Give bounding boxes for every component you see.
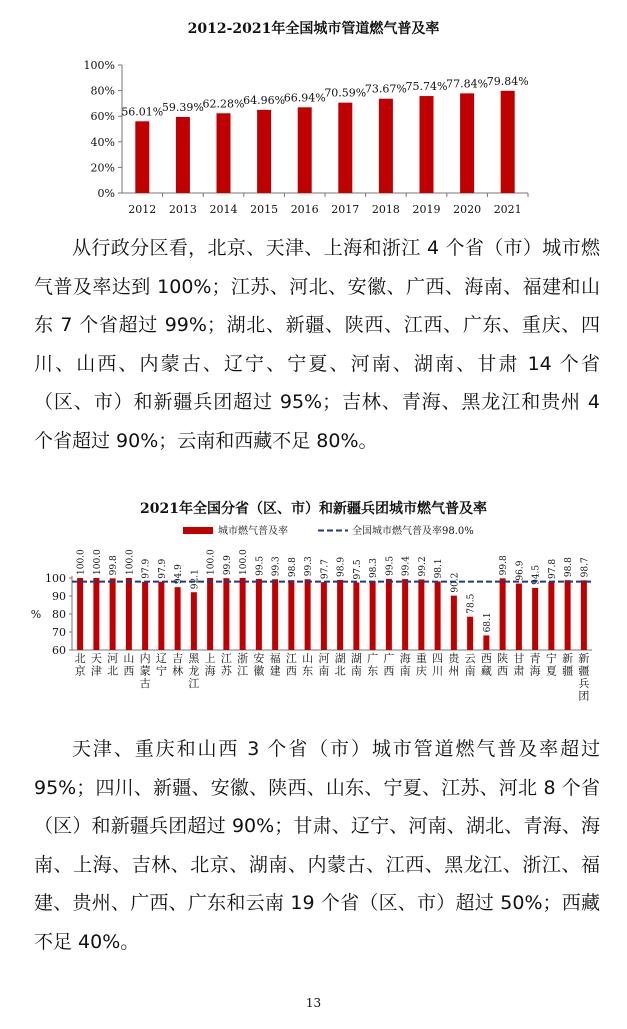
chart2-bar	[158, 582, 164, 650]
chart2-x-tick-label: 江西	[285, 652, 297, 678]
page-number: 13	[305, 996, 322, 1010]
chart2-bar	[191, 592, 197, 650]
chart2-bar	[418, 579, 424, 650]
chart1-bar	[501, 91, 515, 193]
chart2-bar	[321, 582, 327, 650]
chart2-legend-line-label: 全国城市燃气普及率98.0%	[352, 526, 474, 537]
chart1-x-tick-label: 2017	[331, 203, 360, 216]
chart2-bar	[548, 582, 554, 650]
chart2-data-label: 94.9	[174, 564, 185, 585]
chart2-data-label: 99.9	[222, 555, 233, 576]
chart2-bar	[581, 580, 587, 650]
chart1-y-tick-label: 40%	[90, 135, 115, 149]
chart2-bar	[240, 578, 246, 650]
chart2-x-tick-label: 吉林	[172, 652, 184, 678]
chart2-x-tick-label: 青海	[529, 652, 541, 678]
chart2-x-tick-label: 贵州	[448, 652, 460, 678]
chart2-x-tick-label: 湖北	[334, 652, 346, 678]
chart1-bar	[460, 93, 474, 193]
chart2-data-label: 98.7	[580, 557, 591, 578]
paragraph-2: 天津、重庆和山西 3 个省（市）城市管道燃气普及率超过 95%；四川、新疆、安徽、陕西、山东、宁夏、江苏、河北 8 个省（区）和新疆兵团超过 90%；甘肃、辽宁、河南、湖北、青海、海南、上海、吉林、北京、湖南、内蒙古、江西、黑龙江、浙江、福建、贵州、广西、广东和云南 19 个省（区、市）超过 50%；西藏不足 40%。	[34, 738, 600, 953]
chart2-legend-bar-label: 城市燃气普及率	[218, 526, 288, 537]
chart1-plot	[0, 50, 627, 220]
chart2-x-tick-label: 云南	[464, 652, 476, 678]
chart2-data-label: 98.9	[336, 556, 347, 577]
chart2-y-tick-label: 70	[52, 626, 66, 639]
chart2-data-label: 97.7	[320, 559, 331, 580]
chart2-x-tick-label: 山东	[302, 652, 314, 678]
chart2-x-tick-label: 上海	[204, 652, 216, 678]
chart2-x-tick-label: 浙江	[237, 652, 249, 678]
chart2-bar	[500, 578, 506, 650]
chart1-data-label: 79.84%	[486, 74, 529, 88]
chart2-data-label: 94.5	[531, 564, 542, 585]
chart2-bar	[353, 583, 359, 651]
chart2-legend-bar-swatch	[183, 527, 213, 534]
chart1-x-tick-label: 2014	[209, 203, 238, 216]
chart2-data-label: 99.2	[417, 556, 428, 577]
chart2-bar	[516, 584, 522, 650]
chart1-bar	[420, 96, 434, 193]
chart2-bar	[207, 578, 213, 650]
chart2-x-tick-label: 辽宁	[155, 652, 167, 678]
chart2-bar	[402, 579, 408, 650]
chart2-y-tick-label: 80	[52, 608, 66, 621]
chart2-x-tick-label: 重庆	[415, 652, 427, 678]
chart1-y-tick-label: 100%	[83, 59, 115, 72]
chart1-bar	[135, 121, 149, 193]
chart2-data-label: 96.9	[515, 560, 526, 581]
chart1-x-tick-label: 2012	[128, 203, 157, 216]
chart2-x-tick-label: 河北	[107, 652, 119, 678]
chart1-y-tick-label: 0%	[97, 187, 115, 200]
chart2-y-axis-label: %	[30, 608, 42, 621]
chart2-data-label: 98.8	[287, 557, 298, 578]
chart1-data-label: 66.94%	[283, 91, 326, 105]
chart1-data-label: 75.74%	[405, 80, 448, 94]
chart1-y-tick-label: 60%	[90, 110, 115, 124]
chart2-y-tick-label: 60	[52, 644, 66, 657]
chart2-data-label: 99.5	[385, 555, 396, 576]
chart2-data-label: 97.9	[141, 558, 152, 579]
chart2-x-tick-label: 安徽	[253, 652, 265, 678]
chart2-y-tick-label: 90	[52, 590, 66, 603]
chart2-data-label: 90.2	[450, 572, 461, 593]
chart2-data-label: 78.5	[466, 593, 477, 614]
chart2-x-tick-label: 陕西	[497, 652, 509, 678]
chart1-x-tick-label: 2021	[493, 203, 522, 216]
chart2-data-label: 100.0	[206, 549, 217, 575]
chart2-bar	[93, 578, 99, 650]
chart2-title: 2021年全国分省（区、市）和新疆兵团城市燃气普及率	[140, 501, 487, 517]
chart2-bar	[532, 588, 538, 650]
chart1-bar	[257, 110, 271, 193]
chart2-x-tick-label: 新疆	[562, 652, 574, 678]
chart1-data-label: 77.84%	[446, 77, 489, 91]
chart1-data-label: 64.96%	[243, 93, 286, 107]
chart2-x-tick-label: 内蒙古	[139, 652, 151, 690]
chart2-x-tick-label: 宁夏	[545, 652, 557, 678]
chart2-bar	[288, 580, 294, 650]
chart2-data-label: 98.1	[434, 558, 445, 579]
chart2-bar	[386, 579, 392, 650]
chart2-data-label: 99.8	[109, 555, 120, 576]
chart1-data-label: 59.39%	[161, 100, 204, 114]
chart2-bar	[305, 579, 311, 650]
chart1-y-tick-label: 80%	[90, 84, 115, 98]
chart2-bar	[337, 580, 343, 650]
chart2-bar	[223, 578, 229, 650]
chart2-x-tick-label: 河南	[318, 652, 330, 678]
chart2-x-tick-label: 山西	[123, 652, 135, 678]
chart2-x-tick-label: 新疆兵团	[578, 652, 590, 703]
chart1-x-tick-label: 2018	[371, 203, 400, 216]
chart2-data-label: 100.0	[125, 549, 136, 575]
chart1-x-tick-label: 2020	[453, 203, 482, 216]
chart1-data-label: 62.28%	[202, 97, 245, 111]
chart2-y-tick-label: 100	[45, 572, 66, 585]
chart2-data-label: 98.8	[564, 557, 575, 578]
chart2-bar	[370, 581, 376, 650]
chart1-x-tick-label: 2015	[250, 203, 279, 216]
chart1-y-tick-label: 20%	[90, 161, 115, 175]
chart2-data-label: 99.4	[401, 556, 412, 577]
chart1-data-label: 56.01%	[121, 105, 164, 119]
chart2-data-label: 92.1	[190, 569, 201, 590]
chart2-bar	[256, 579, 262, 650]
chart2-data-label: 100.0	[239, 549, 250, 575]
chart2-x-tick-label: 福建	[269, 652, 281, 678]
chart2-data-label: 99.3	[271, 556, 282, 577]
chart2-x-tick-label: 四川	[432, 652, 444, 678]
chart2-x-tick-label: 湖南	[350, 652, 362, 678]
chart2-x-tick-label: 广东	[367, 652, 379, 678]
chart2-x-tick-label: 江苏	[220, 652, 232, 678]
chart2-data-label: 99.8	[499, 555, 510, 576]
chart1-x-tick-label: 2013	[168, 203, 197, 216]
chart2-legend	[183, 524, 474, 537]
chart1-bar	[298, 107, 312, 193]
chart1-bar	[176, 117, 190, 193]
chart2-bar	[435, 581, 441, 650]
chart2-x-tick-label: 海南	[399, 652, 411, 678]
chart2-bar	[126, 578, 132, 650]
chart2-bar	[175, 587, 181, 650]
chart2-data-label: 99.3	[304, 556, 315, 577]
chart1-x-tick-label: 2016	[290, 203, 319, 216]
chart1-data-label: 73.67%	[364, 82, 407, 96]
chart2-data-label: 99.5	[255, 555, 266, 576]
chart2-data-label: 68.1	[482, 612, 493, 633]
chart2-x-tick-label: 北京	[74, 652, 86, 678]
chart2-x-tick-label: 西藏	[480, 652, 492, 678]
chart1-x-tick-label: 2019	[412, 203, 441, 216]
chart1-data-label: 70.59%	[324, 86, 367, 100]
chart2-data-label: 97.8	[547, 558, 558, 579]
chart2-data-label: 98.3	[369, 558, 380, 579]
chart2-data-label: 97.9	[157, 558, 168, 579]
chart2-data-label: 100.0	[76, 549, 87, 575]
paragraph-1: 从行政分区看，北京、天津、上海和浙江 4 个省（市）城市燃气普及率达到 100%；江苏、河北、安徽、广西、海南、福建和山东 7 个省超过 99%；湖北、新疆、陕西、江西、广东、重庆、四川、山西、内蒙古、辽宁、宁夏、河南、湖南、甘肃 14 个省（区、市）和新疆兵团超过 95%；吉林、青海、黑龙江和贵州 4 个省超过 90%；云南和西藏不足 80%。	[34, 237, 600, 452]
chart2-data-label: 100.0	[92, 549, 103, 575]
chart2-data-label: 97.5	[352, 559, 363, 580]
chart2-bar	[467, 617, 473, 650]
chart2-x-tick-label: 黑龙江	[188, 652, 200, 690]
chart2-bar	[142, 582, 148, 650]
chart2-x-tick-label: 甘肃	[513, 652, 525, 678]
chart2-bar	[565, 580, 571, 650]
chart2-bar	[77, 578, 83, 650]
chart2-bar	[110, 578, 116, 650]
chart2-bar	[483, 635, 489, 650]
chart1-bar	[338, 103, 352, 193]
chart2-bar	[451, 596, 457, 650]
chart2-x-tick-label: 广西	[383, 652, 395, 678]
chart2-x-tick-label: 天津	[90, 652, 102, 678]
chart1-bar	[379, 99, 393, 193]
chart2-bar	[272, 579, 278, 650]
chart1-title: 2012-2021年全国城市管道燃气普及率	[187, 21, 440, 37]
chart2-plot	[0, 520, 627, 720]
chart1-bar	[217, 113, 231, 193]
